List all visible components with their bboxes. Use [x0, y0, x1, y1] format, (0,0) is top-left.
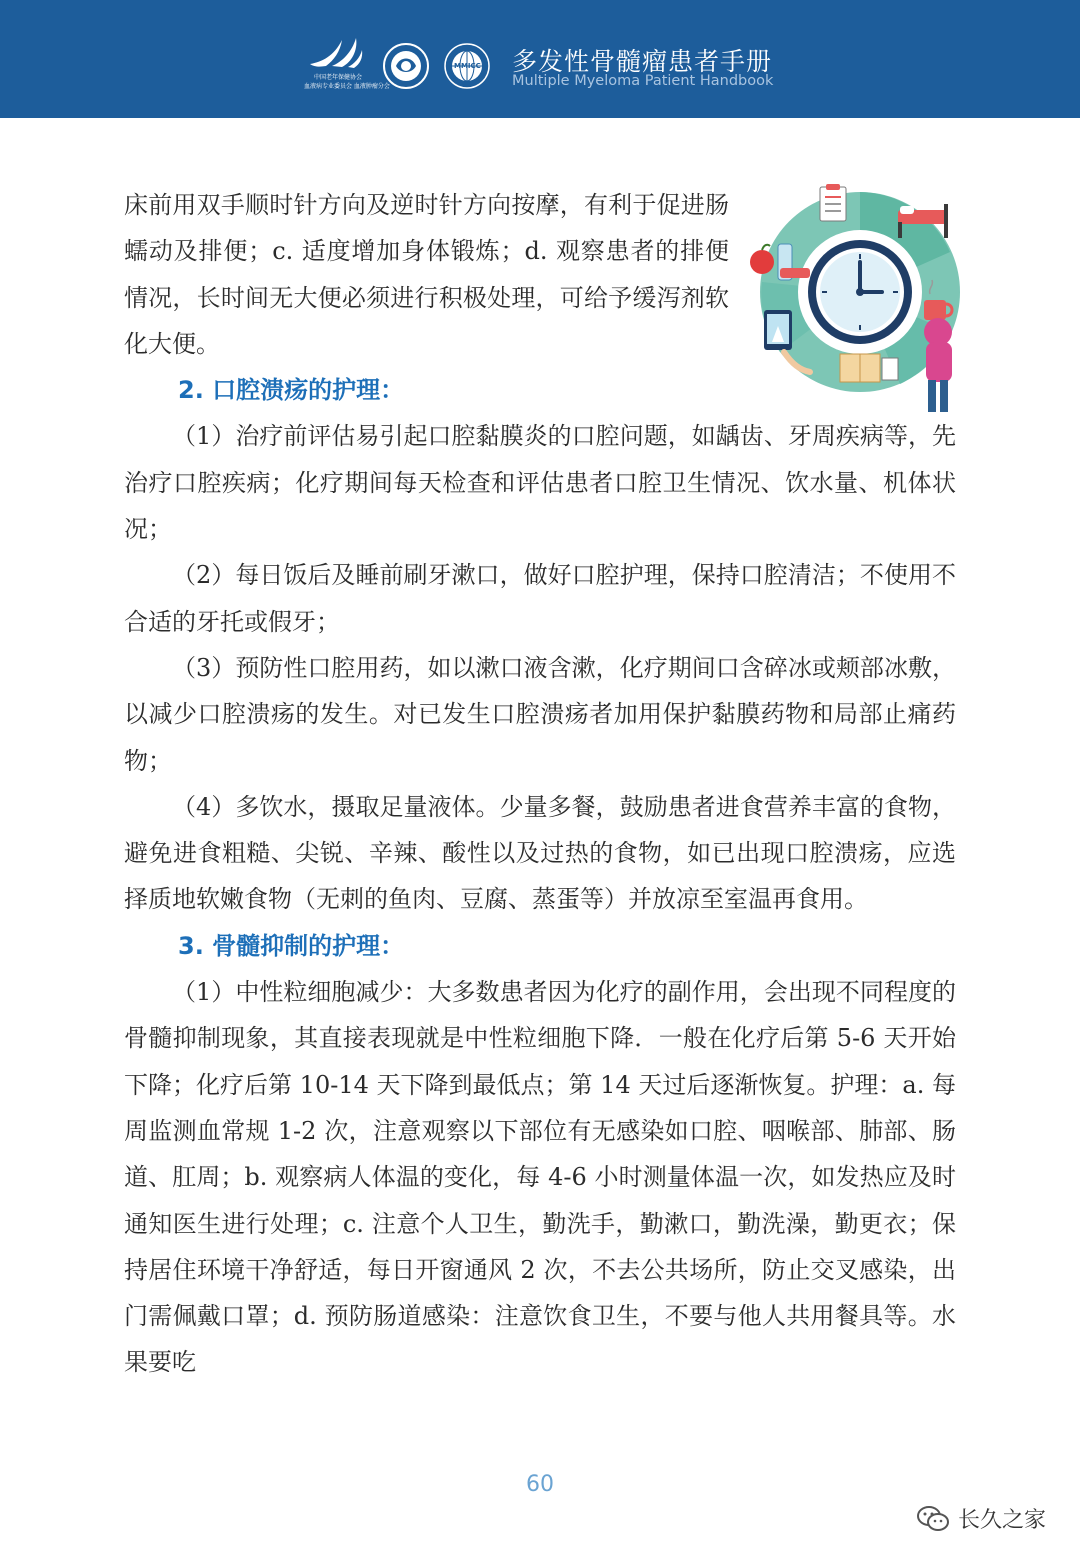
- logo-caption-1: 中国老年保健协会: [314, 74, 363, 81]
- section-2-item-4: （4）多饮水，摄取足量液体。少量多餐，鼓励患者进食营养丰富的食物，避免进食粗糙、尖锐、辛辣、酸性以及过热的食物，如已出现口腔溃疡，应选择质地软嫩食物（无刺的鱼肉、豆腐、蒸蛋等）并放凉至室温再食用。: [124, 792, 956, 914]
- watermark-text: 长久之家: [957, 1508, 1046, 1533]
- mmicc-label: MMICC: [454, 62, 481, 70]
- handbook-subtitle: Multiple Myeloma Patient Handbook: [512, 73, 774, 89]
- section-3-item-1: （1）中性粒细胞减少：大多数患者因为化疗的副作用，会出现不同程度的骨髓抑制现象，其直接表现就是中性粒细胞下降．一般在化疗后第 5-6 天开始下降；化疗后第 10-14 天下降到最低点；第 14 天过后逐渐恢复。护理：a. 每周监测血常规 1-2 次，注意观察以下部位有无感染如口腔、咽喉部、肺部、肠道、肛周；b. 观察病人体温的变化，每 4-6 小时测量体温一次，如发热应及时通知医生进行处理；c. 注意个人卫生，勤洗手，勤漱口，勤洗澡，勤更衣；保持居住环境干净舒适，每日开窗通风 2 次，不去公共场所，防止交叉感染，出门需佩戴口罩；d. 预防肠道感染：注意饮食卫生，不要与他人共用餐具等。水果要吃: [124, 978, 956, 1377]
- page-content: [124, 182, 956, 1386]
- watermark: [916, 1503, 1046, 1534]
- page-number: 60: [526, 1472, 554, 1497]
- handbook-title: 多发性骨髓瘤患者手册: [512, 47, 773, 76]
- section-3-heading: 3. 骨髓抑制的护理：: [178, 931, 405, 960]
- section-2-item-1: （1）治疗前评估易引起口腔黏膜炎的口腔问题，如龋齿、牙周疾病等，先治疗口腔疾病；化疗期间每天检查和评估患者口腔卫生情况、饮水量、机体状况；: [124, 422, 956, 544]
- section-2-heading: 2. 口腔溃疡的护理：: [178, 376, 405, 405]
- association-logo-icon: [308, 36, 364, 70]
- seal-logo-icon: [382, 42, 430, 90]
- header-bar: [0, 0, 1080, 118]
- section-2-item-2: （2）每日饭后及睡前刷牙漱口，做好口腔护理，保持口腔清洁；不使用不合适的牙托或假牙；: [124, 561, 956, 636]
- wechat-icon: [916, 1504, 950, 1534]
- section-2-item-3: （3）预防性口腔用药，如以漱口液含漱，化疗期间口含碎冰或颊部冰敷，以减少口腔溃疡的发生。对已发生口腔溃疡者加用保护黏膜药物和局部止痛药物；: [124, 653, 956, 775]
- intro-paragraph: 床前用双手顺时针方向及逆时针方向按摩，有利于促进肠蠕动及排便；c. 适度增加身体锻炼；d. 观察患者的排便情况，长时间无大便必须进行积极处理，可给予缓泻剂软化大便。: [124, 191, 729, 358]
- logo-caption-2: 血液病专业委员会 血液肿瘤分会: [304, 83, 390, 90]
